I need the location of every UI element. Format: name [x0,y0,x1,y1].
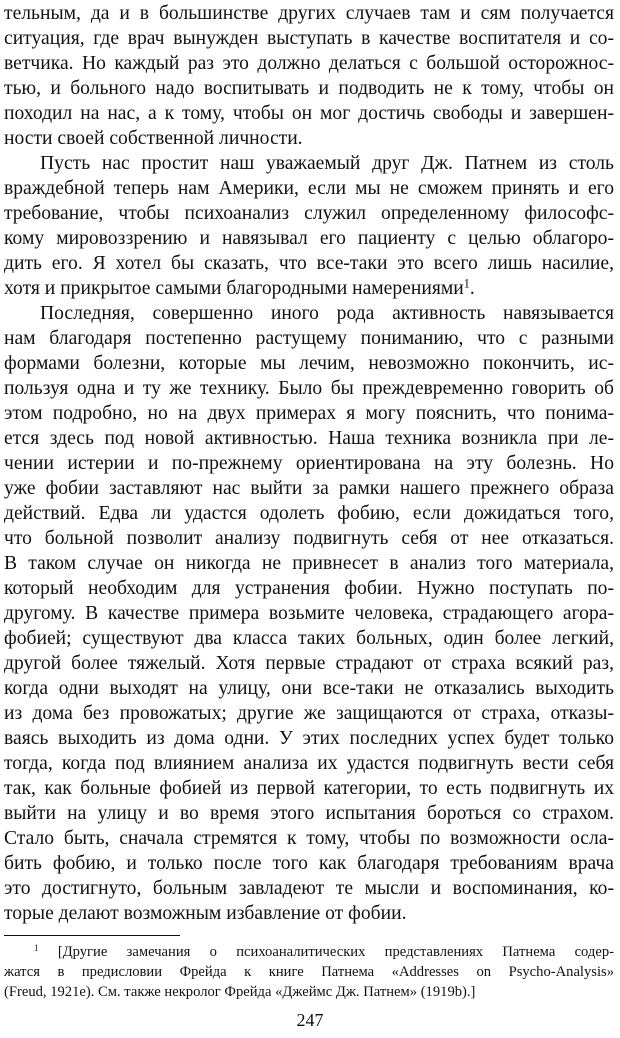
body-line: дить его. Я хотел бы сказать, что все-таки это всего лишь насилие, [4,253,614,274]
body-line: уже фобии заставляют нас выйти за рамки нашего прежнего образа [4,478,614,499]
body-line: тью, и больного надо воспитывать и подводить не к тому, чтобы он [4,78,614,99]
footnote-reference: 1 [463,276,470,291]
body-line: тельным, да и в большинстве других случаев там и сям получается [4,3,614,24]
body-line: походил на нас, а к тому, чтобы он мог достичь свободы и завершен- [4,103,614,124]
body-line-text: хотя и прикрытое самыми благородными намерениями [4,278,464,299]
body-line: враждебной теперь нам Америки, если мы не сможем принять и его [4,178,614,199]
body-line: ваясь выходить из дома одни. У этих последних успех будет только [4,728,614,749]
body-line: действий. Едва ли удастся одолеть фобию, если дожидаться того, [4,503,614,524]
body-line: фобией; существуют два класса таких больных, один более легкий, [4,628,614,649]
body-line: формами болезни, которые мы лечим, невозможно покончить, ис- [4,353,614,374]
body-line: чении истерии и по-прежнему ориентирована на эту болезнь. Но [4,453,614,474]
page-number: 247 [296,1010,324,1030]
body-line: бить фобию, и только после того как благодаря требованиям врача [4,853,614,874]
body-line-with-footnote: хотя и прикрытое самыми благородными намерениями$^1$. [4,276,475,299]
body-line: Стало быть, сначала стремятся к тому, чтобы по возможности осла- [4,828,614,849]
body-line: из дома без провожатых; другие же защищаются от страха, отказы- [4,703,614,724]
footnote-marker: 1 [34,943,39,954]
body-line: другой более тяжелый. Хотя первые страдают от страха всякий раз, [4,653,614,674]
body-line: когда одни выходят на улицу, они все-таки не отказались выходить [4,678,614,699]
body-line: ветчика. Но каждый раз это должно делаться с большой осторожнос- [4,53,614,74]
body-line: другому. В качестве примера возьмите человека, страдающего агора- [4,603,614,624]
body-line: пользуя одна и ту же технику. Было бы преждевременно говорить об [4,378,614,399]
paragraph-start-line: Последняя, совершенно иного рода активность навязывается [40,303,614,324]
footnote-line: (Freud, 1921e). См. также некролог Фрейда «Джеймс Дж. Патнем» (1919b).] [4,984,476,1000]
body-line: ситуация, где врач вынужден выступать в качестве воспитателя и со- [4,28,614,49]
body-line: этом подробно, но на двух примерах я могу пояснить, что понима- [4,403,614,424]
body-line: что больной позволит анализу подвигнуть себя от нее отказаться. [4,528,614,549]
body-line: который необходим для устранения фобии. Нужно поступать по- [4,578,614,599]
footnote-line [34,942,614,962]
body-line: это достигнуто, больным завладеют те мысли и воспоминания, ко- [4,878,614,899]
body-line: ности своей собственной личности. [4,128,303,149]
body-line: торые делают возможным избавление от фобии. [4,903,407,924]
body-line: так, как больные фобией из первой категории, то есть подвигнуть их [4,778,614,799]
paragraph-start-line: Пусть нас простит наш уважаемый друг Дж. Патнем из столь [40,153,614,174]
body-line: требование, чтобы психоанализ служил определенному философс- [4,203,614,224]
footnote-text: [Другие замечания о психоаналитических представлениях Патнема содер- [57,944,614,960]
body-line: тогда, когда под влиянием анализа их удастся подвигнуть вести себя [4,753,614,774]
body-line: нам благодаря постепенно растущему пониманию, что с разными [4,328,614,349]
body-line: выйти на улицу и во время этого испытания бороться со страхом. [4,803,614,824]
body-line: ется здесь под новой активностью. Наша техника возникла при ле- [4,428,614,449]
footnote-divider [4,935,180,936]
footnote-line: жатся в предисловии Фрейда к книге Патнема «Addresses on Psycho-Analysis» [4,964,614,980]
body-line: кому мировоззрению и навязывал его пациенту с целью облагоро- [4,228,614,249]
body-line: В таком случае он никогда не привнесет в анализ того материала, [4,553,614,574]
